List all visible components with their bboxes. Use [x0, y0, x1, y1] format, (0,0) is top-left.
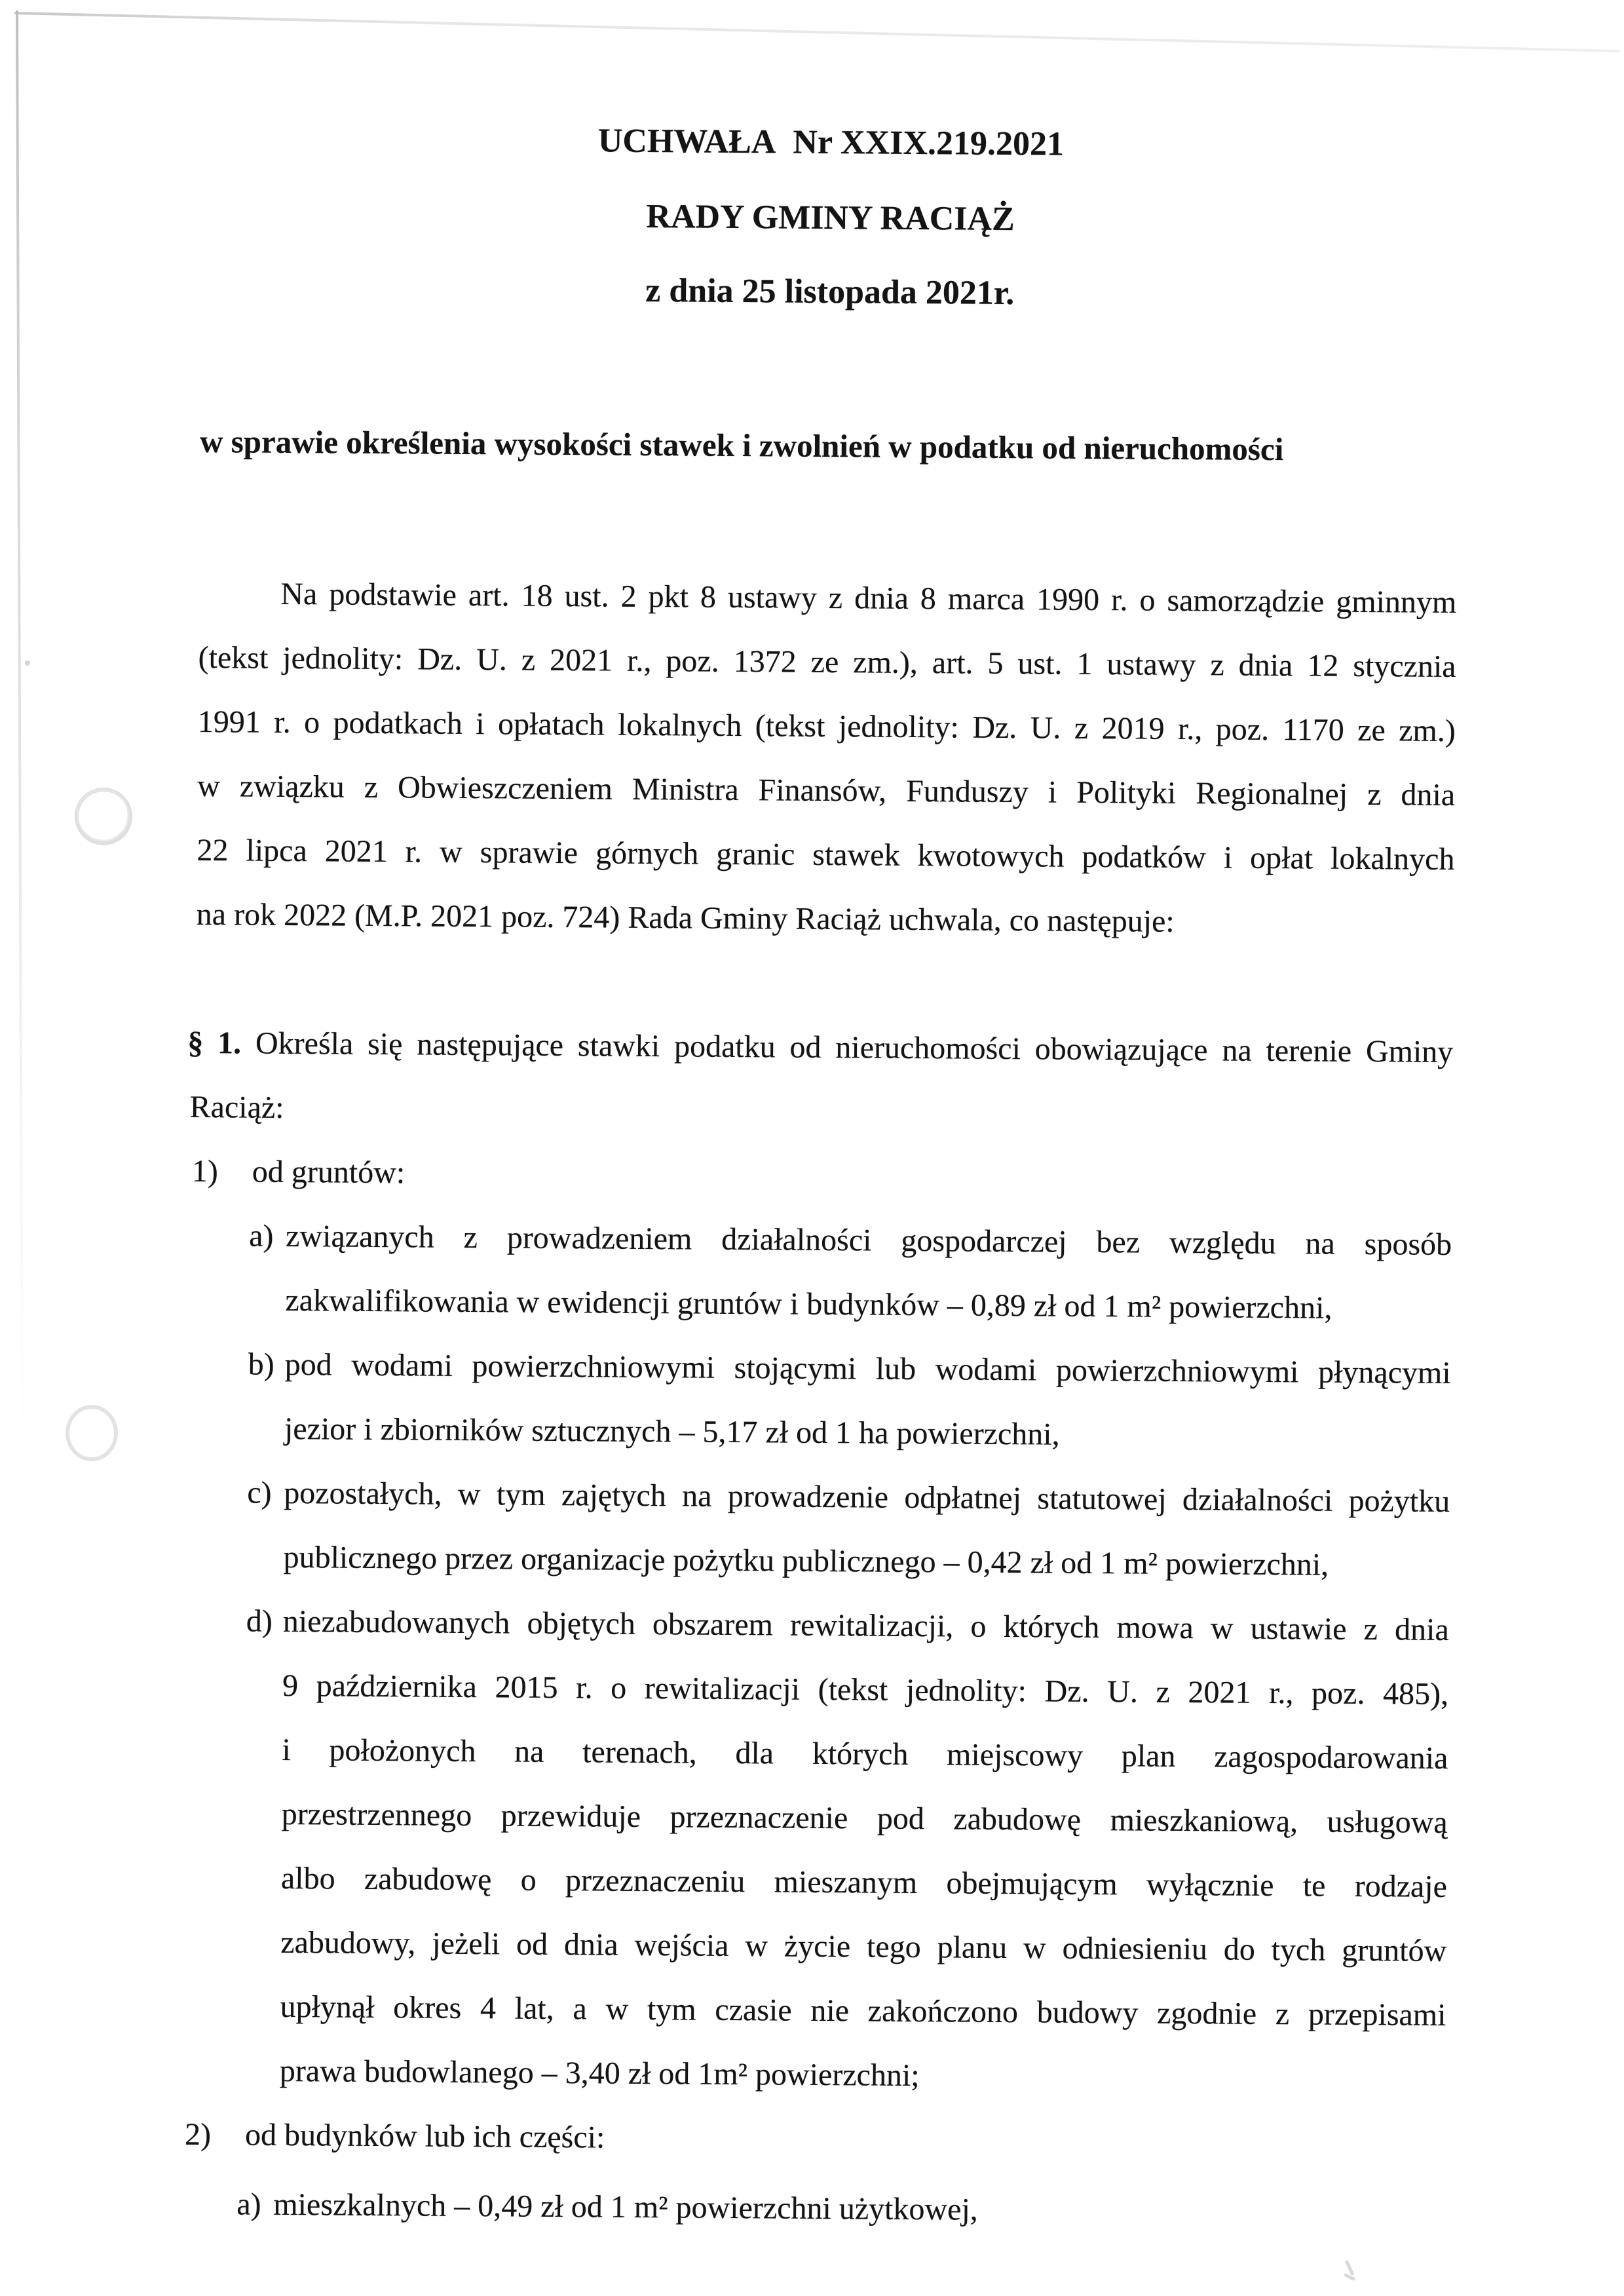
list-item-1b: [193, 1332, 1451, 1470]
preamble-line: (tekst jednolity: Dz. U. z 2021 r., poz. 1372 ze zm.), art. 5 ust. 1 ustawy z dnia 12 stycznia: [198, 640, 1456, 685]
preamble-line: 1991 r. o podatkach i opłatach lokalnych (tekst jednolity: Dz. U. z 2019 r., poz. 1170 ze zm.): [197, 704, 1456, 749]
list-point-marker: 2): [184, 2116, 212, 2152]
section-1: [187, 1011, 1453, 1149]
list-point-label: od gruntów:: [252, 1154, 406, 1191]
list-item-line: jezior i zbiorników sztucznych – 5,17 zł od 1 ha powierzchni,: [284, 1411, 1060, 1452]
subject-line: w sprawie określenia wysokości stawek i zwolnień w podatku od nieruchomości: [199, 423, 1284, 468]
list-item-line: albo zabudowę o przeznaczeniu mieszanym obejmującym wyłącznie te rodzaje: [280, 1860, 1448, 1904]
list-item-line: 9 października 2015 r. o rewitalizacji (tekst jednolity: Dz. U. z 2021 r., poz. 485),: [282, 1668, 1449, 1712]
section-heading-text-cont: Raciąż:: [189, 1089, 284, 1125]
page-left-edge-line: [17, 10, 22, 1442]
list-point-marker: 1): [191, 1153, 219, 1189]
preamble-paragraph: [196, 562, 1456, 956]
list-point-label: od budynków lub ich części:: [244, 2117, 605, 2155]
list-item-line: niezabudowanych objętych obszarem rewitalizacji, o których mowa w ustawie z dnia: [282, 1603, 1450, 1648]
list-item-line: pod wodami powierzchniowymi stojącymi lub wodami powierzchniowymi płynącymi: [284, 1347, 1451, 1391]
list-item-line: mieszkalnych – 0,49 zł od 1 m² powierzchni użytkowej,: [273, 2187, 978, 2227]
list-item-line: przestrzennego przewiduje przeznaczenie pod zabudowę mieszkaniową, usługową: [281, 1796, 1448, 1840]
list-point-2: [184, 2103, 1446, 2176]
list-point-1: [191, 1139, 1453, 1213]
list-item-1a: [193, 1204, 1452, 1341]
document-date-line: z dnia 25 listopada 2021r.: [645, 271, 1015, 313]
punch-hole-mark: [67, 1407, 116, 1459]
list-item-marker: a): [236, 2187, 261, 2222]
preamble-line: 22 lipca 2021 r. w sprawie górnych granic stawek kwotowych podatków i opłat lokalnych: [197, 832, 1455, 877]
preamble-line: na rok 2022 (M.P. 2021 poz. 724) Rada Gminy Raciąż uchwala, co następuje:: [196, 896, 1175, 939]
document-body: [184, 0, 1461, 2246]
list-item-marker: c): [247, 1475, 272, 1510]
list-item-2a: [187, 2172, 1445, 2246]
list-item-1d: [187, 1589, 1449, 2112]
list-item-line: zakwalifikowania w ewidencji gruntów i budynków – 0,89 zł od 1 m² powierzchni,: [285, 1282, 1332, 1326]
list-item-marker: a): [248, 1218, 274, 1253]
list-item-line: pozostałych, w tym zajętych na prowadzenie odpłatnej statutowej działalności pożytku: [284, 1475, 1450, 1520]
punch-hole-mark: [77, 790, 128, 841]
list-item-line: upłynął okres 4 lat, a w tym czasie nie zakończono budowy zgodnie z przepisami: [280, 1989, 1446, 2033]
list-item-marker: d): [246, 1603, 273, 1639]
section-1-heading-line: [187, 1011, 1454, 1084]
list-item-marker: b): [248, 1347, 274, 1382]
list-item-1c: [191, 1461, 1450, 1598]
list-item-line: związanych z prowadzeniem działalności gospodarczej bez względu na sposób: [285, 1218, 1452, 1263]
document-number-title: UCHWAŁA Nr XXIX.219.2021: [597, 122, 1065, 163]
preamble-line: w związku z Obwieszczeniem Ministra Finansów, Funduszy i Polityki Regionalnej z dnia: [197, 768, 1456, 813]
section-heading-text: Określa się następujące stawki podatku od nieruchomości obowiązujące na terenie Gminy: [255, 1025, 1454, 1070]
list-item-line: i położonych na terenach, dla których miejscowy plan zagospodarowania: [282, 1732, 1448, 1776]
list-item-line: publicznego przez organizacje pożytku publicznego – 0,42 zł od 1 m² powierzchni,: [283, 1539, 1329, 1582]
punch-hole-mark: [77, 790, 130, 843]
preamble-line: Na podstawie art. 18 ust. 2 pkt 8 ustawy z dnia 8 marca 1990 r. o samorządzie gminnym: [280, 576, 1457, 621]
list-item-line: prawa budowlanego – 3,40 zł od 1m² powierzchni;: [279, 2053, 920, 2094]
council-name-title: RADY GMINY RACIĄŻ: [646, 197, 1015, 239]
dust-speck: [25, 660, 30, 666]
dust-speck: [1346, 2262, 1353, 2279]
section-marker: § 1.: [187, 1025, 242, 1061]
list-item-line: zabudowy, jeżeli od dnia wejścia w życie tego planu w odniesieniu do tych gruntów: [280, 1924, 1447, 1968]
